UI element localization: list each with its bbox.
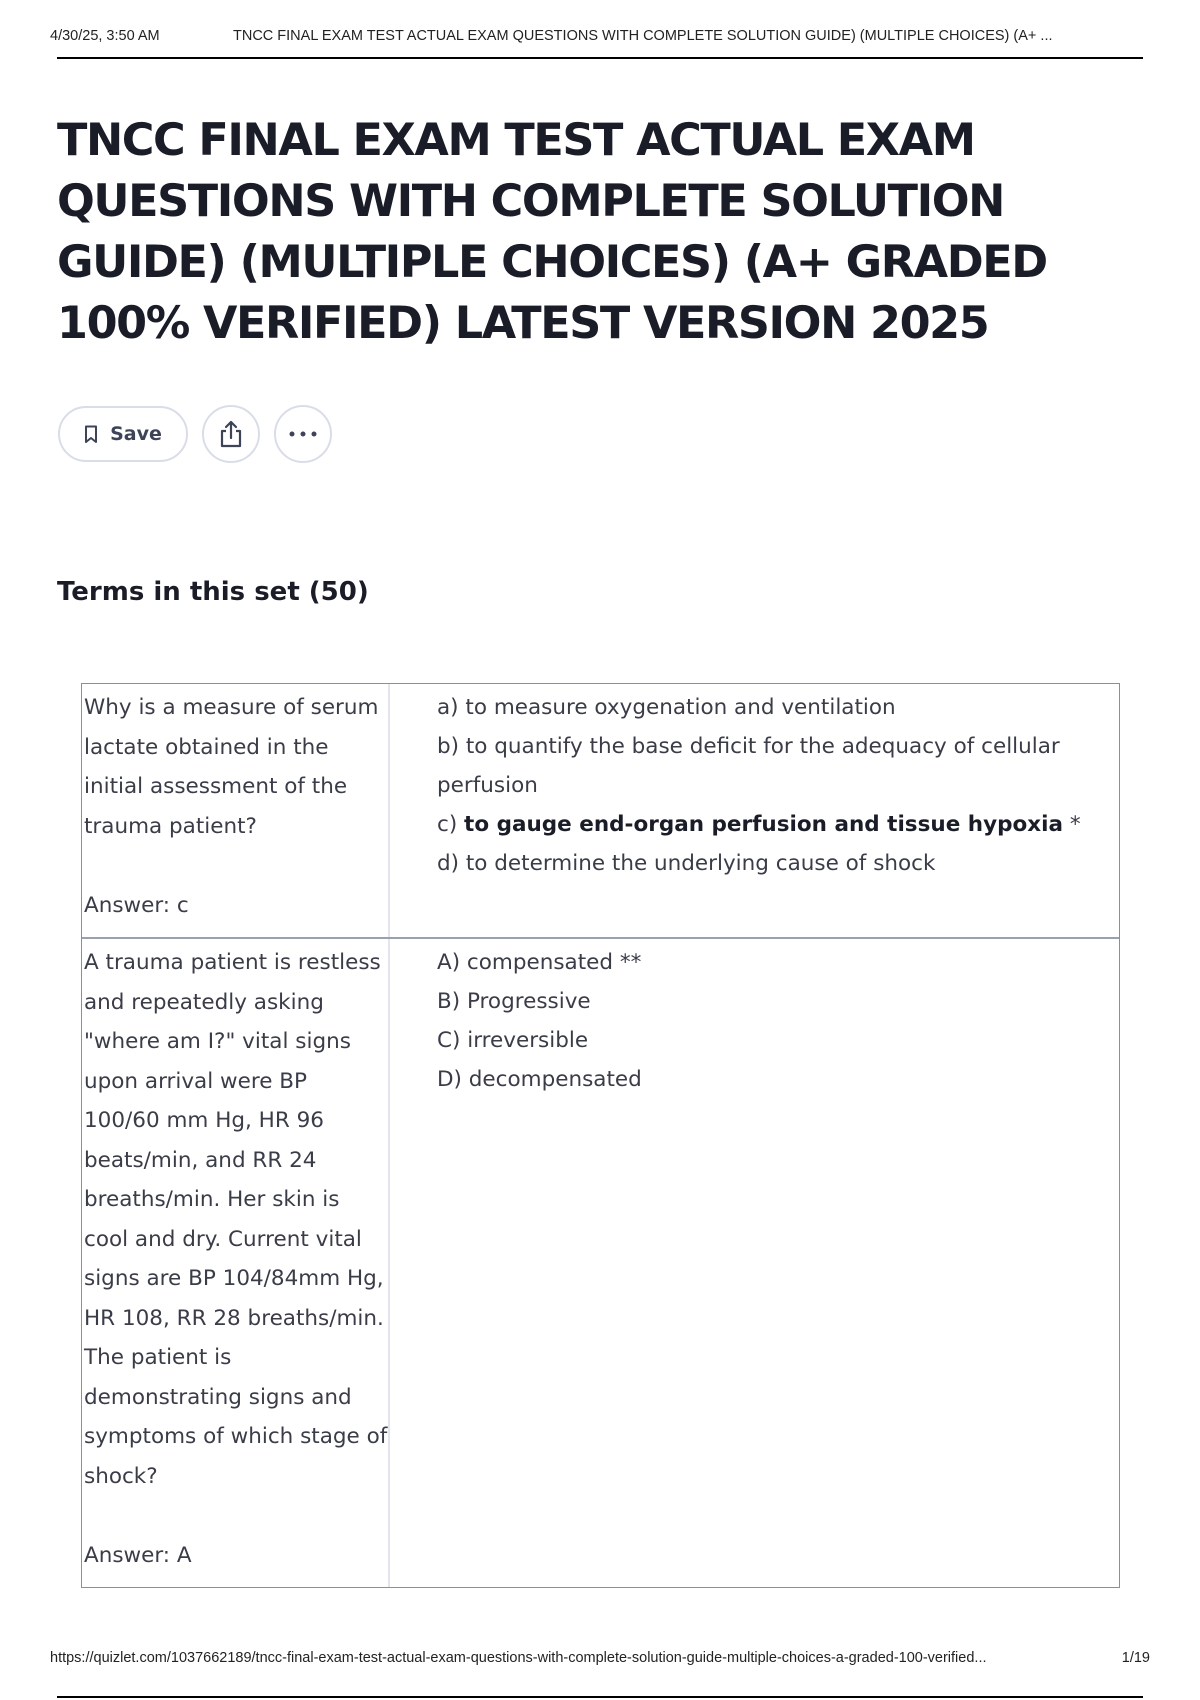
option-c: C) irreversible [437, 1028, 589, 1053]
term-question-cell [82, 939, 390, 1587]
share-icon [218, 420, 244, 448]
term-question-cell [82, 684, 390, 937]
option-c-marker: * [1063, 812, 1081, 837]
print-doc-title: TNCC FINAL EXAM TEST ACTUAL EXAM QUESTIONS WITH COMPLETE SOLUTION GUIDE) (MULTIPLE CHOICES) (A+ ... [233, 28, 1053, 44]
term-row [82, 684, 1119, 937]
option-c-letter: c) [437, 812, 465, 837]
option-c-correct [437, 805, 1099, 844]
page-number: 1/19 [1121, 1650, 1150, 1666]
term-answer: Answer: A [84, 1542, 192, 1568]
term-question: A trauma patient is restless and repeatedly asking "where am I?" vital signs upon arrival were BP 100/60 mm Hg, HR 96 beats/min, and RR 24 breaths/min. Her skin is cool and dry. Current vital signs are BP 104/84mm Hg, HR 108, RR 28 breaths/min. The patient is demonstrating signs and symptoms of which stage of shock? [84, 950, 388, 1489]
page-title: TNCC FINAL EXAM TEST ACTUAL EXAM QUESTIONS WITH COMPLETE SOLUTION GUIDE) (MULTIPLE CHOICES) (A+ GRADED 100% VERIFIED) LATEST VERSION 2025 [57, 115, 1047, 349]
option-b: B) Progressive [437, 989, 591, 1014]
print-header [50, 28, 1150, 44]
save-button[interactable] [58, 406, 188, 462]
term-row [82, 937, 1119, 1587]
term-options-cell [390, 939, 1119, 1587]
option-a: a) to measure oxygenation and ventilation [437, 695, 896, 720]
print-timestamp: 4/30/25, 3:50 AM [50, 28, 160, 44]
action-bar [58, 404, 332, 464]
term-options-cell [390, 684, 1119, 937]
save-label: Save [110, 423, 162, 445]
share-button[interactable] [202, 405, 260, 463]
bookmark-icon [84, 425, 98, 444]
term-question: Why is a measure of serum lactate obtained in the initial assessment of the trauma patient? [84, 695, 379, 839]
terms-table [81, 683, 1120, 1588]
option-d: D) decompensated [437, 1067, 642, 1092]
terms-heading: Terms in this set (50) [57, 577, 369, 607]
option-b: b) to quantify the base deficit for the adequacy of cellular perfusion [437, 734, 1060, 798]
option-a: A) compensated ** [437, 950, 642, 975]
print-url[interactable]: https://quizlet.com/1037662189/tncc-final-exam-test-actual-exam-questions-with-complete-solution-guide-multiple-choices-a-graded-100-verified... [50, 1650, 987, 1666]
option-c-text: to gauge end-organ perfusion and tissue hypoxia [464, 812, 1064, 837]
print-footer [50, 1650, 1150, 1666]
more-options-button[interactable] [274, 405, 332, 463]
more-icon [289, 431, 317, 437]
header-rule [57, 57, 1143, 59]
footer-rule [57, 1696, 1143, 1698]
term-answer: Answer: c [84, 892, 189, 918]
option-d: d) to determine the underlying cause of shock [437, 851, 936, 876]
